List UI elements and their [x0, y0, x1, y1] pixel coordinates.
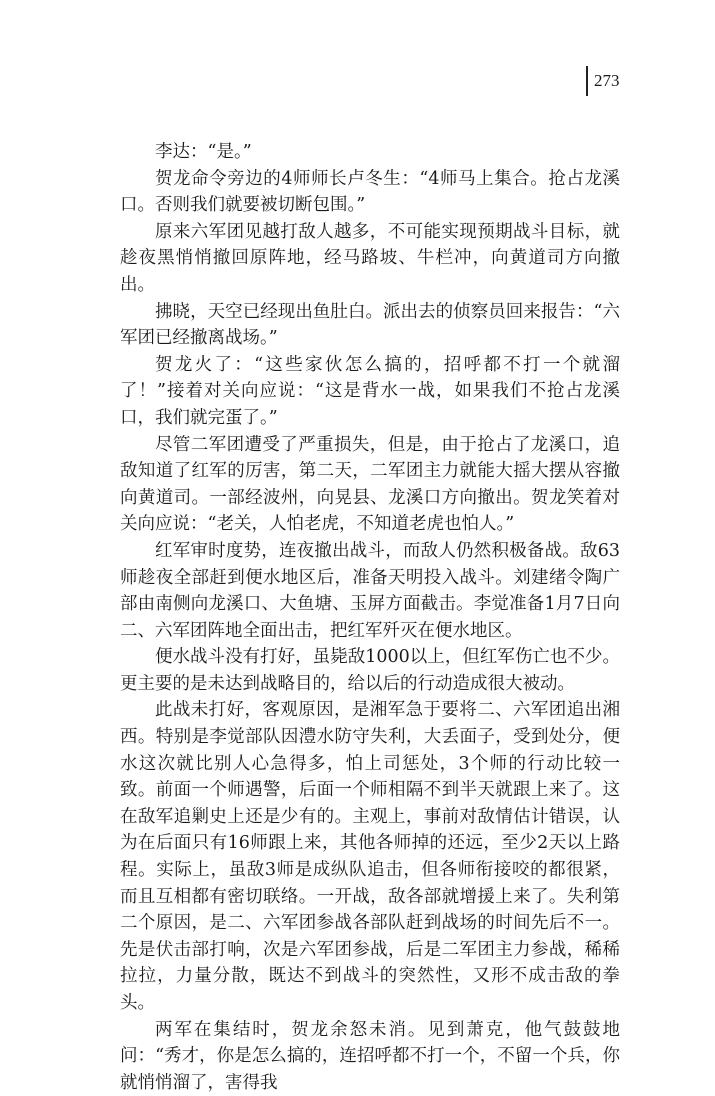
header-rule	[586, 66, 588, 96]
paragraph: 贺龙火了：“这些家伙怎么搞的，招呼都不打一个就溜了！”接着对关向应说：“这是背水一战，如果我们不抢占龙溪口，我们就完蛋了。”	[120, 354, 620, 428]
paragraph: 贺龙命令旁边的4师师长卢冬生：“4师马上集合。抢占龙溪口。否则我们就要被切断包围。”	[120, 168, 620, 216]
page-number: 273	[594, 71, 620, 90]
text-body	[120, 139, 620, 1096]
paragraph: 尽管二军团遭受了严重损失，但是，由于抢占了龙溪口，追敌知道了红军的厉害，第二天，二军团主力就能大摇大摆从容撤向黄道司。一部经波州，向晃县、龙溪口方向撤出。贺龙笑着对关向应说：“老关，人怕老虎，不知道老虎也怕人。”	[120, 434, 620, 535]
paragraph: 两军在集结时，贺龙余怒未消。见到萧克，他气鼓鼓地问：“秀才，你是怎么搞的，连招呼都不打一个，不留一个兵，你就悄悄溜了，害得我	[120, 1019, 620, 1093]
paragraph: 红军审时度势，连夜撤出战斗，而敌人仍然积极备战。敌63师趁夜全部赶到便水地区后，准备天明投入战斗。刘建绪令陶广部由南侧向龙溪口、大鱼塘、玉屏方面截击。李觉准备1月7日向二、六军团阵地全面出击，把红军歼灭在便水地区。	[120, 540, 620, 641]
paragraph: 此战未打好，客观原因，是湘军急于要将二、六军团追出湘西。特别是李觉部队因澧水防守失利，大丢面子，受到处分，便水这次就比别人心急得多，怕上司惩处，3个师的行动比较一致。前面一个师遇警，后面一个师相隔不到半天就跟上来了。这在敌军追剿史上还是少有的。主观上，事前对敌情估计错误，认为在后面只有16师跟上来，其他各师掉的还远，至少2天以上路程。实际上，虽敌3师是成纵队追击，但各师衔接咬的都很紧，而且互相都有密切联络。一开战，敌各部就增援上来了。失利第二个原因，是二、六军团参战各部队赶到战场的时间先后不一。先是伏击部打响，次是六军团参战，后是二军团主力参战，稀稀拉拉，力量分散，既达不到战斗的突然性，又形不成击敌的拳头。	[120, 700, 620, 1013]
paragraph: 拂晓，天空已经现出鱼肚白。派出去的侦察员回来报告：“六军团已经撤离战场。”	[120, 301, 620, 349]
paragraph: 李达：“是。”	[155, 142, 252, 162]
page-header	[586, 66, 620, 96]
paragraph: 便水战斗没有打好，虽毙敌1000以上，但红军伤亡也不少。更主要的是未达到战略目的，给以后的行动造成很大被动。	[120, 647, 620, 694]
paragraph: 原来六军团见越打敌人越多，不可能实现预期战斗目标，就趁夜黑悄悄撤回原阵地，经马路坡、牛栏冲，向黄道司方向撤出。	[120, 221, 620, 295]
